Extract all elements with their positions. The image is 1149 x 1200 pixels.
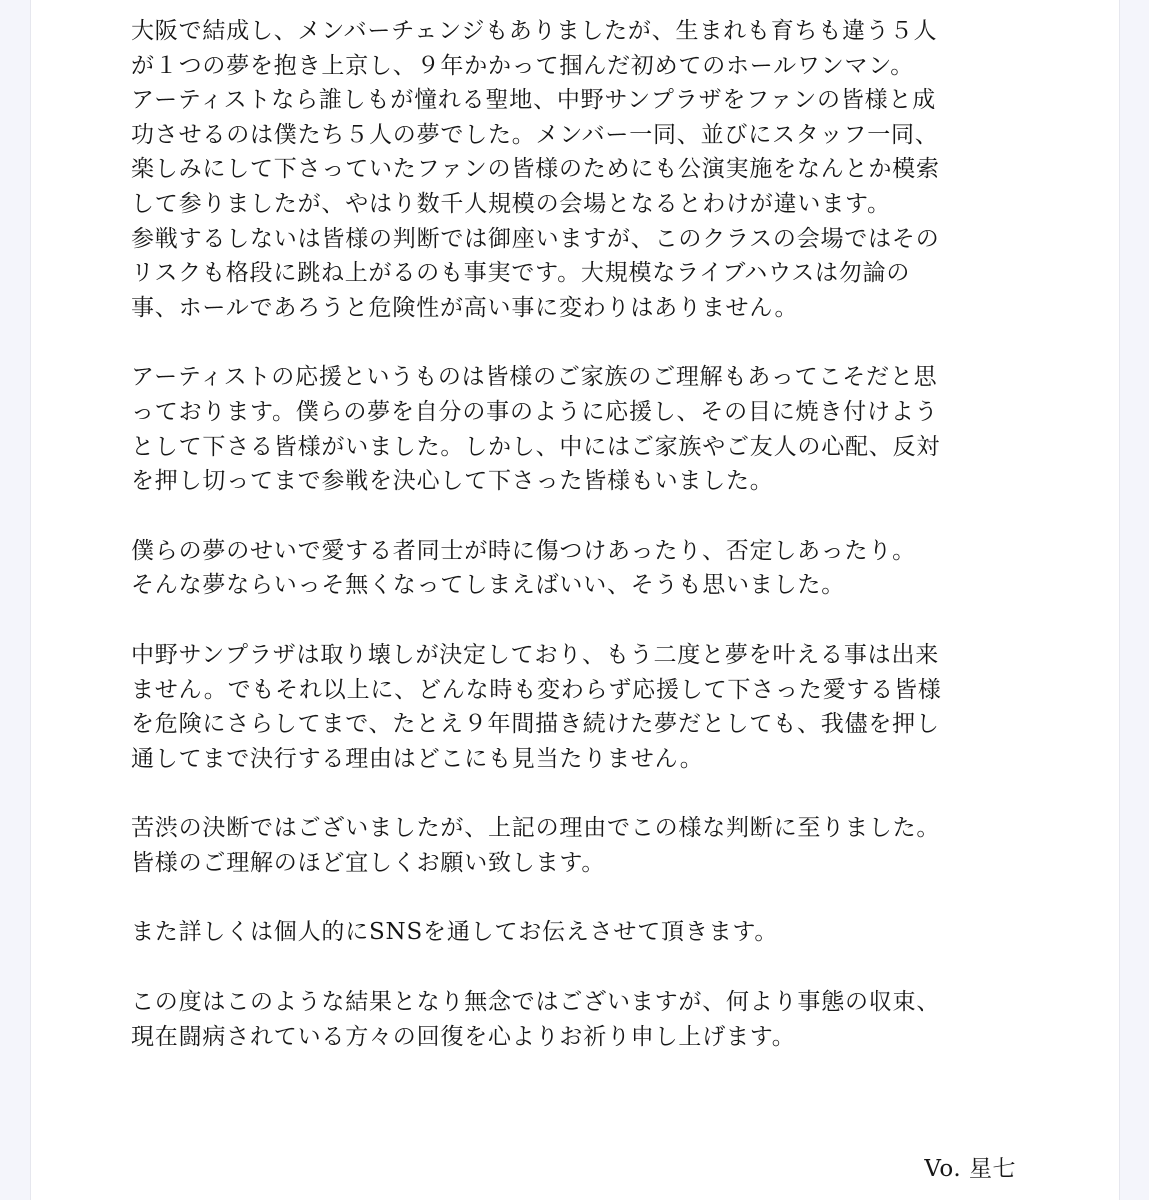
text-line: 功させるのは僕たち５人の夢でした。メンバー一同、並びにスタッフ一同、 <box>131 121 939 148</box>
document-page <box>30 0 1120 1200</box>
text-line: 楽しみにして下さっていたファンの皆様のためにも公演実施をなんとか模索 <box>131 156 940 183</box>
text-line: っております。僕らの夢を自分の事のように応援し、その目に焼き付けよう <box>131 398 939 425</box>
text-line: 現在闘病されている方々の回復を心よりお祈り申し上げます。 <box>131 1023 796 1050</box>
text-line: 参戦するしないは皆様の判断では御座いますが、このクラスの会場ではその <box>131 225 940 252</box>
text-line: 中野サンプラザは取り壊しが決定しており、もう二度と夢を叶える事は出来 <box>131 641 940 668</box>
paragraph <box>131 534 1011 603</box>
text-line: アーティストなら誰しもが憧れる聖地、中野サンプラザをファンの皆様と成 <box>131 87 937 114</box>
letter-body <box>131 14 1011 1089</box>
text-line: また詳しくは個人的にSNSを通してお伝えさせて頂きます。 <box>131 919 779 946</box>
text-line: を押し切ってまで参戦を決心して下さった皆様もいました。 <box>131 468 774 495</box>
text-line: を危険にさらしてまで、たとえ９年間描き続けた夢だとしても、我儘を押し <box>131 711 940 738</box>
text-line: ません。でもそれ以上に、どんな時も変わらず応援して下さった愛する皆様 <box>131 676 942 703</box>
text-line: 事、ホールであろうと危険性が高い事に変わりはありません。 <box>131 294 799 321</box>
text-line: して参りましたが、やはり数千人規模の会場となるとわけが違います。 <box>131 190 891 217</box>
paragraph <box>131 811 1011 880</box>
paragraph <box>131 985 1011 1054</box>
text-line: 通してまで決行する理由はどこにも見当たりません。 <box>131 745 704 772</box>
text-line: 苦渋の決断ではございましたが、上記の理由でこの様な判断に至りました。 <box>131 815 941 842</box>
paragraph <box>131 360 1011 498</box>
paragraph <box>131 638 1011 776</box>
text-line: として下さる皆様がいました。しかし、中にはご家族やご友人の心配、反対 <box>131 433 941 460</box>
text-line: が１つの夢を抱き上京し、９年かかって掴んだ初めてのホールワンマン。 <box>131 52 915 79</box>
text-line: アーティストの応援というものは皆様のご家族のご理解もあってこそだと思 <box>131 364 938 391</box>
text-line: そんな夢ならいっそ無くなってしまえばいい、そうも思いました。 <box>131 572 845 599</box>
text-line: 皆様のご理解のほど宜しくお願い致します。 <box>131 849 606 876</box>
paragraph <box>131 14 1011 325</box>
text-line: 大阪で結成し、メンバーチェンジもありましたが、生まれも育ちも違う５人 <box>131 18 938 44</box>
paragraph <box>131 915 1011 950</box>
signature: Vo. 星七 <box>924 1156 1016 1182</box>
text-line: この度はこのような結果となり無念ではございますが、何より事態の収束、 <box>131 989 941 1016</box>
text-line: リスクも格段に跳ね上がるのも事実です。大規模なライブハウスは勿論の <box>131 260 911 287</box>
text-line: 僕らの夢のせいで愛する者同士が時に傷つけあったり、否定しあったり。 <box>131 537 916 564</box>
